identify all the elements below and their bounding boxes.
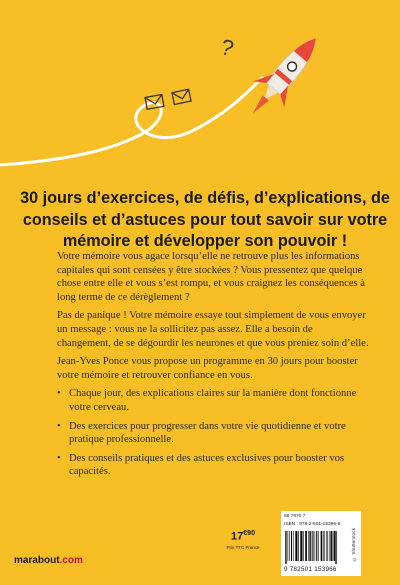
barcode-bar	[333, 531, 334, 561]
bullet-icon: •	[57, 452, 61, 464]
product-code: 56 7970 7	[284, 514, 306, 519]
list-item	[57, 420, 369, 447]
list-item-text: Des exercices pour progresser dans votre vie quotidienne et votre pratique professionnelle.	[69, 420, 346, 446]
isbn: ISBN : 978-2-501-15396-6	[284, 522, 341, 527]
barcode-bar	[293, 531, 294, 561]
list-item-text: Des conseils pratiques et des astuces exclusives pour booster vos capacités.	[69, 452, 345, 478]
feature-list	[57, 387, 369, 479]
photo-credit: © Shutterstock	[352, 528, 357, 561]
barcode-bar	[305, 531, 307, 561]
illustration	[0, 0, 400, 180]
publisher-suffix: .com	[59, 555, 83, 566]
barcode-bar	[286, 531, 287, 564]
barcode-bar	[318, 531, 319, 561]
rocket-icon	[238, 25, 332, 126]
price-cents: 90	[247, 530, 255, 537]
barcode-bar	[300, 531, 302, 561]
envelope-icon	[172, 89, 191, 104]
list-item	[57, 452, 369, 479]
description	[57, 250, 369, 484]
barcode-bar	[329, 531, 330, 561]
swirl-doodle	[0, 78, 262, 165]
barcode-box	[281, 511, 361, 576]
barcode-bar	[288, 531, 289, 561]
publisher-logo	[14, 555, 83, 566]
barcode-bar	[334, 531, 335, 561]
barcode-bar	[285, 531, 286, 564]
paragraph: Jean-Yves Ponce vous propose un programme en 30 jours pour booster votre mémoire et retrouver confiance en vous.	[57, 356, 358, 381]
barcode-bar	[289, 531, 290, 561]
barcode-bar	[295, 531, 297, 561]
barcode-bar	[330, 531, 331, 561]
barcode-bar	[291, 531, 292, 561]
barcode-bar	[315, 531, 316, 561]
list-item	[57, 387, 369, 414]
barcode	[284, 531, 350, 564]
price-currency: €	[243, 530, 248, 537]
barcode-bar	[303, 531, 304, 561]
paragraph: Pas de panique ! Votre mémoire essaye tout simplement de vous envoyer un message : vous ne la sollicitez pas assez. Elle a besoin de changement, de se dégourdir les neurones et que vous preniez soin d’elle.	[57, 310, 369, 349]
price-main: 17	[231, 530, 244, 543]
barcode-bar	[335, 531, 336, 564]
barcode-bar	[326, 531, 327, 561]
barcode-bar	[298, 531, 299, 561]
barcode-bar	[323, 531, 324, 561]
barcode-bar	[312, 531, 313, 561]
price-note: Prix TTC France	[226, 544, 260, 550]
barcode-bar	[321, 531, 323, 561]
barcode-bar	[316, 531, 317, 561]
paragraph: Votre mémoire vous agace lorsqu’elle ne retrouve plus les informations capitales qui sont censées y être stockées ? Vous pressentez que quelque chose entre elle et vous s’est rompu, et vous craignez les conséquences à long terme de ce dérèglement ?	[57, 251, 365, 303]
barcode-bar	[327, 531, 328, 561]
price-box	[222, 530, 264, 550]
barcode-number: 9 782501 153966	[284, 566, 337, 573]
bullet-icon: •	[57, 420, 61, 432]
bullet-icon: •	[57, 388, 61, 400]
barcode-bar	[331, 531, 332, 561]
barcode-bar	[308, 531, 309, 561]
barcode-bar	[309, 531, 310, 561]
barcode-bar	[310, 531, 311, 561]
publisher-name: marabout	[14, 555, 60, 566]
price	[222, 530, 264, 543]
barcode-bar	[325, 531, 326, 561]
tagline: 30 jours d’exercices, de défis, d’explications, de conseils et d’astuces pour tout savoir sur votre mémoire et développer son pouvoir !	[20, 189, 390, 250]
barcode-bar	[336, 531, 337, 564]
question-mark-icon: ?	[218, 33, 237, 62]
list-item-text: Chaque jour, des explications claires sur la manière dont fonctionne votre cerveau.	[69, 388, 357, 413]
